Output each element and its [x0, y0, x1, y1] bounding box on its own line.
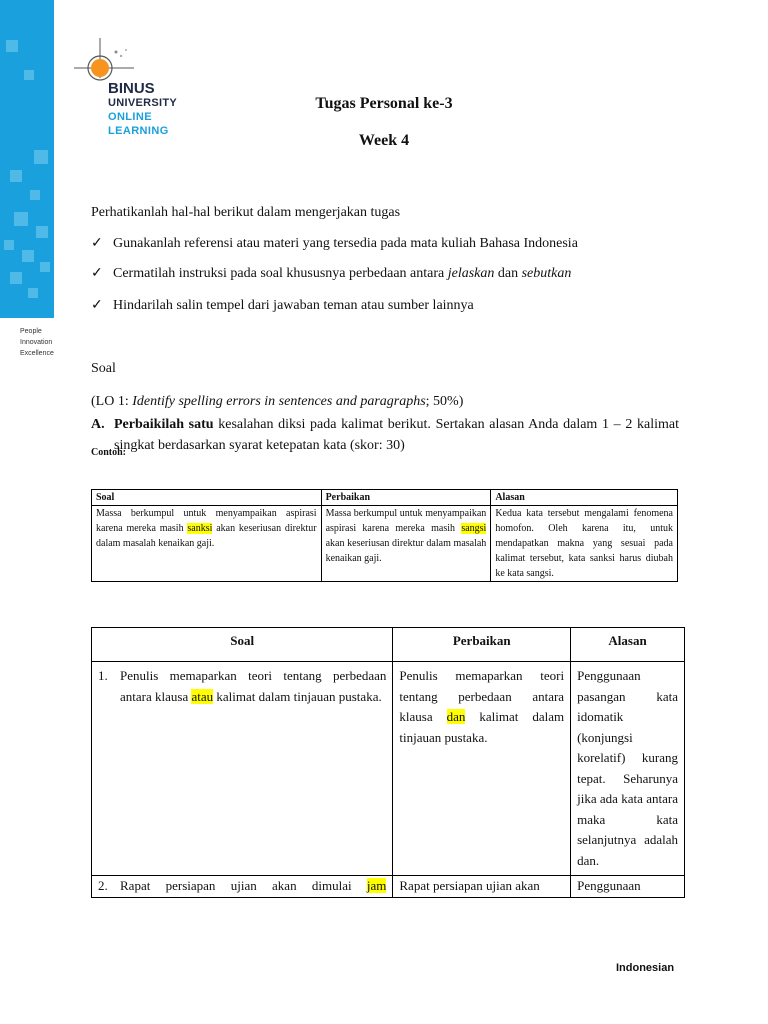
- page-title: Tugas Personal ke-3: [315, 95, 453, 112]
- perbaikan-cell: Rapat persiapan ujian akan: [393, 876, 571, 898]
- footer-course-label: Indonesian: [616, 962, 675, 974]
- answer-header-soal: Soal: [92, 628, 393, 662]
- answer-header-perbaikan: Perbaikan: [393, 628, 571, 662]
- week-label: Week 4: [358, 132, 410, 149]
- example-soal-cell: Massa berkumpul untuk menyampaikan aspirasi karena mereka masih sanksi akan keseriusan direktur dalam masalah kenaikan gaji.: [92, 506, 322, 582]
- answer-header-alasan: Alasan: [571, 628, 685, 662]
- example-header-alasan: Alasan: [491, 490, 678, 506]
- checkmark-icon: ✓: [91, 266, 103, 281]
- checkmark-icon: ✓: [91, 236, 103, 251]
- learning-objective: (LO 1: Identify spelling errors in sentences and paragraphs; 50%): [91, 394, 464, 409]
- soal-cell: 2. Rapat persiapan ujian akan dimulai jam: [92, 876, 393, 898]
- alasan-cell: Penggunaan pasangan kata idomatik (konjungsi korelatif) kurang tepat. Seharunya jika ada kata antara maka kata selanjutnya adalah dan.: [571, 662, 685, 876]
- table-row: [92, 662, 685, 876]
- alasan-cell: Penggunaan: [571, 876, 685, 898]
- soal-heading: Soal: [91, 361, 116, 376]
- example-header-perbaikan: Perbaikan: [321, 490, 491, 506]
- brand-side-bar: [0, 0, 54, 318]
- instruction-item: ✓ Hindarilah salin tempel dari jawaban teman atau sumber lainnya: [91, 298, 474, 313]
- instructions-intro: Perhatikanlah hal-hal berikut dalam mengerjakan tugas: [91, 205, 401, 220]
- example-table: [91, 489, 678, 582]
- example-alasan-cell: Kedua kata tersebut mengalami fenomena homofon. Oleh karena itu, untuk mendapatkan makna yang sesuai pada kalimat tersebut, kata sanksi harus diubah ke kata sangsi.: [491, 506, 678, 582]
- checkmark-icon: ✓: [91, 298, 103, 313]
- logo-wordmark: BINUS UNIVERSITY ONLINE LEARNING: [108, 80, 178, 137]
- soal-cell: 1. Penulis memaparkan teori tentang perbedaan antara klausa atau kalimat dalam tinjauan pustaka.: [92, 662, 393, 876]
- instruction-item: ✓ Cermatilah instruksi pada soal khususnya perbedaan antara jelaskan dan sebutkan: [91, 266, 572, 281]
- perbaikan-cell: Penulis memaparkan teori tentang perbedaan antara klausa dan kalimat dalam tinjauan pustaka.: [393, 662, 571, 876]
- table-row: [92, 876, 685, 898]
- task-a: A. Perbaikilah satu kesalahan diksi pada kalimat berikut. Sertakan alasan Anda dalam 1 – 2 kalimat singkat berdasarkan syarat ketepatan kata (skor: 30): [91, 417, 679, 453]
- brand-tagline: People Innovation Excellence: [20, 328, 54, 357]
- example-header-soal: Soal: [92, 490, 322, 506]
- example-perbaikan-cell: Massa berkumpul untuk menyampaikan aspirasi karena mereka masih sangsi akan keseriusan direktur dalam masalah kenaikan gaji.: [321, 506, 491, 582]
- instruction-item: ✓ Gunakanlah referensi atau materi yang tersedia pada mata kuliah Bahasa Indonesia: [91, 236, 578, 251]
- example-label: Contoh:: [91, 447, 127, 458]
- answer-table: [91, 627, 685, 898]
